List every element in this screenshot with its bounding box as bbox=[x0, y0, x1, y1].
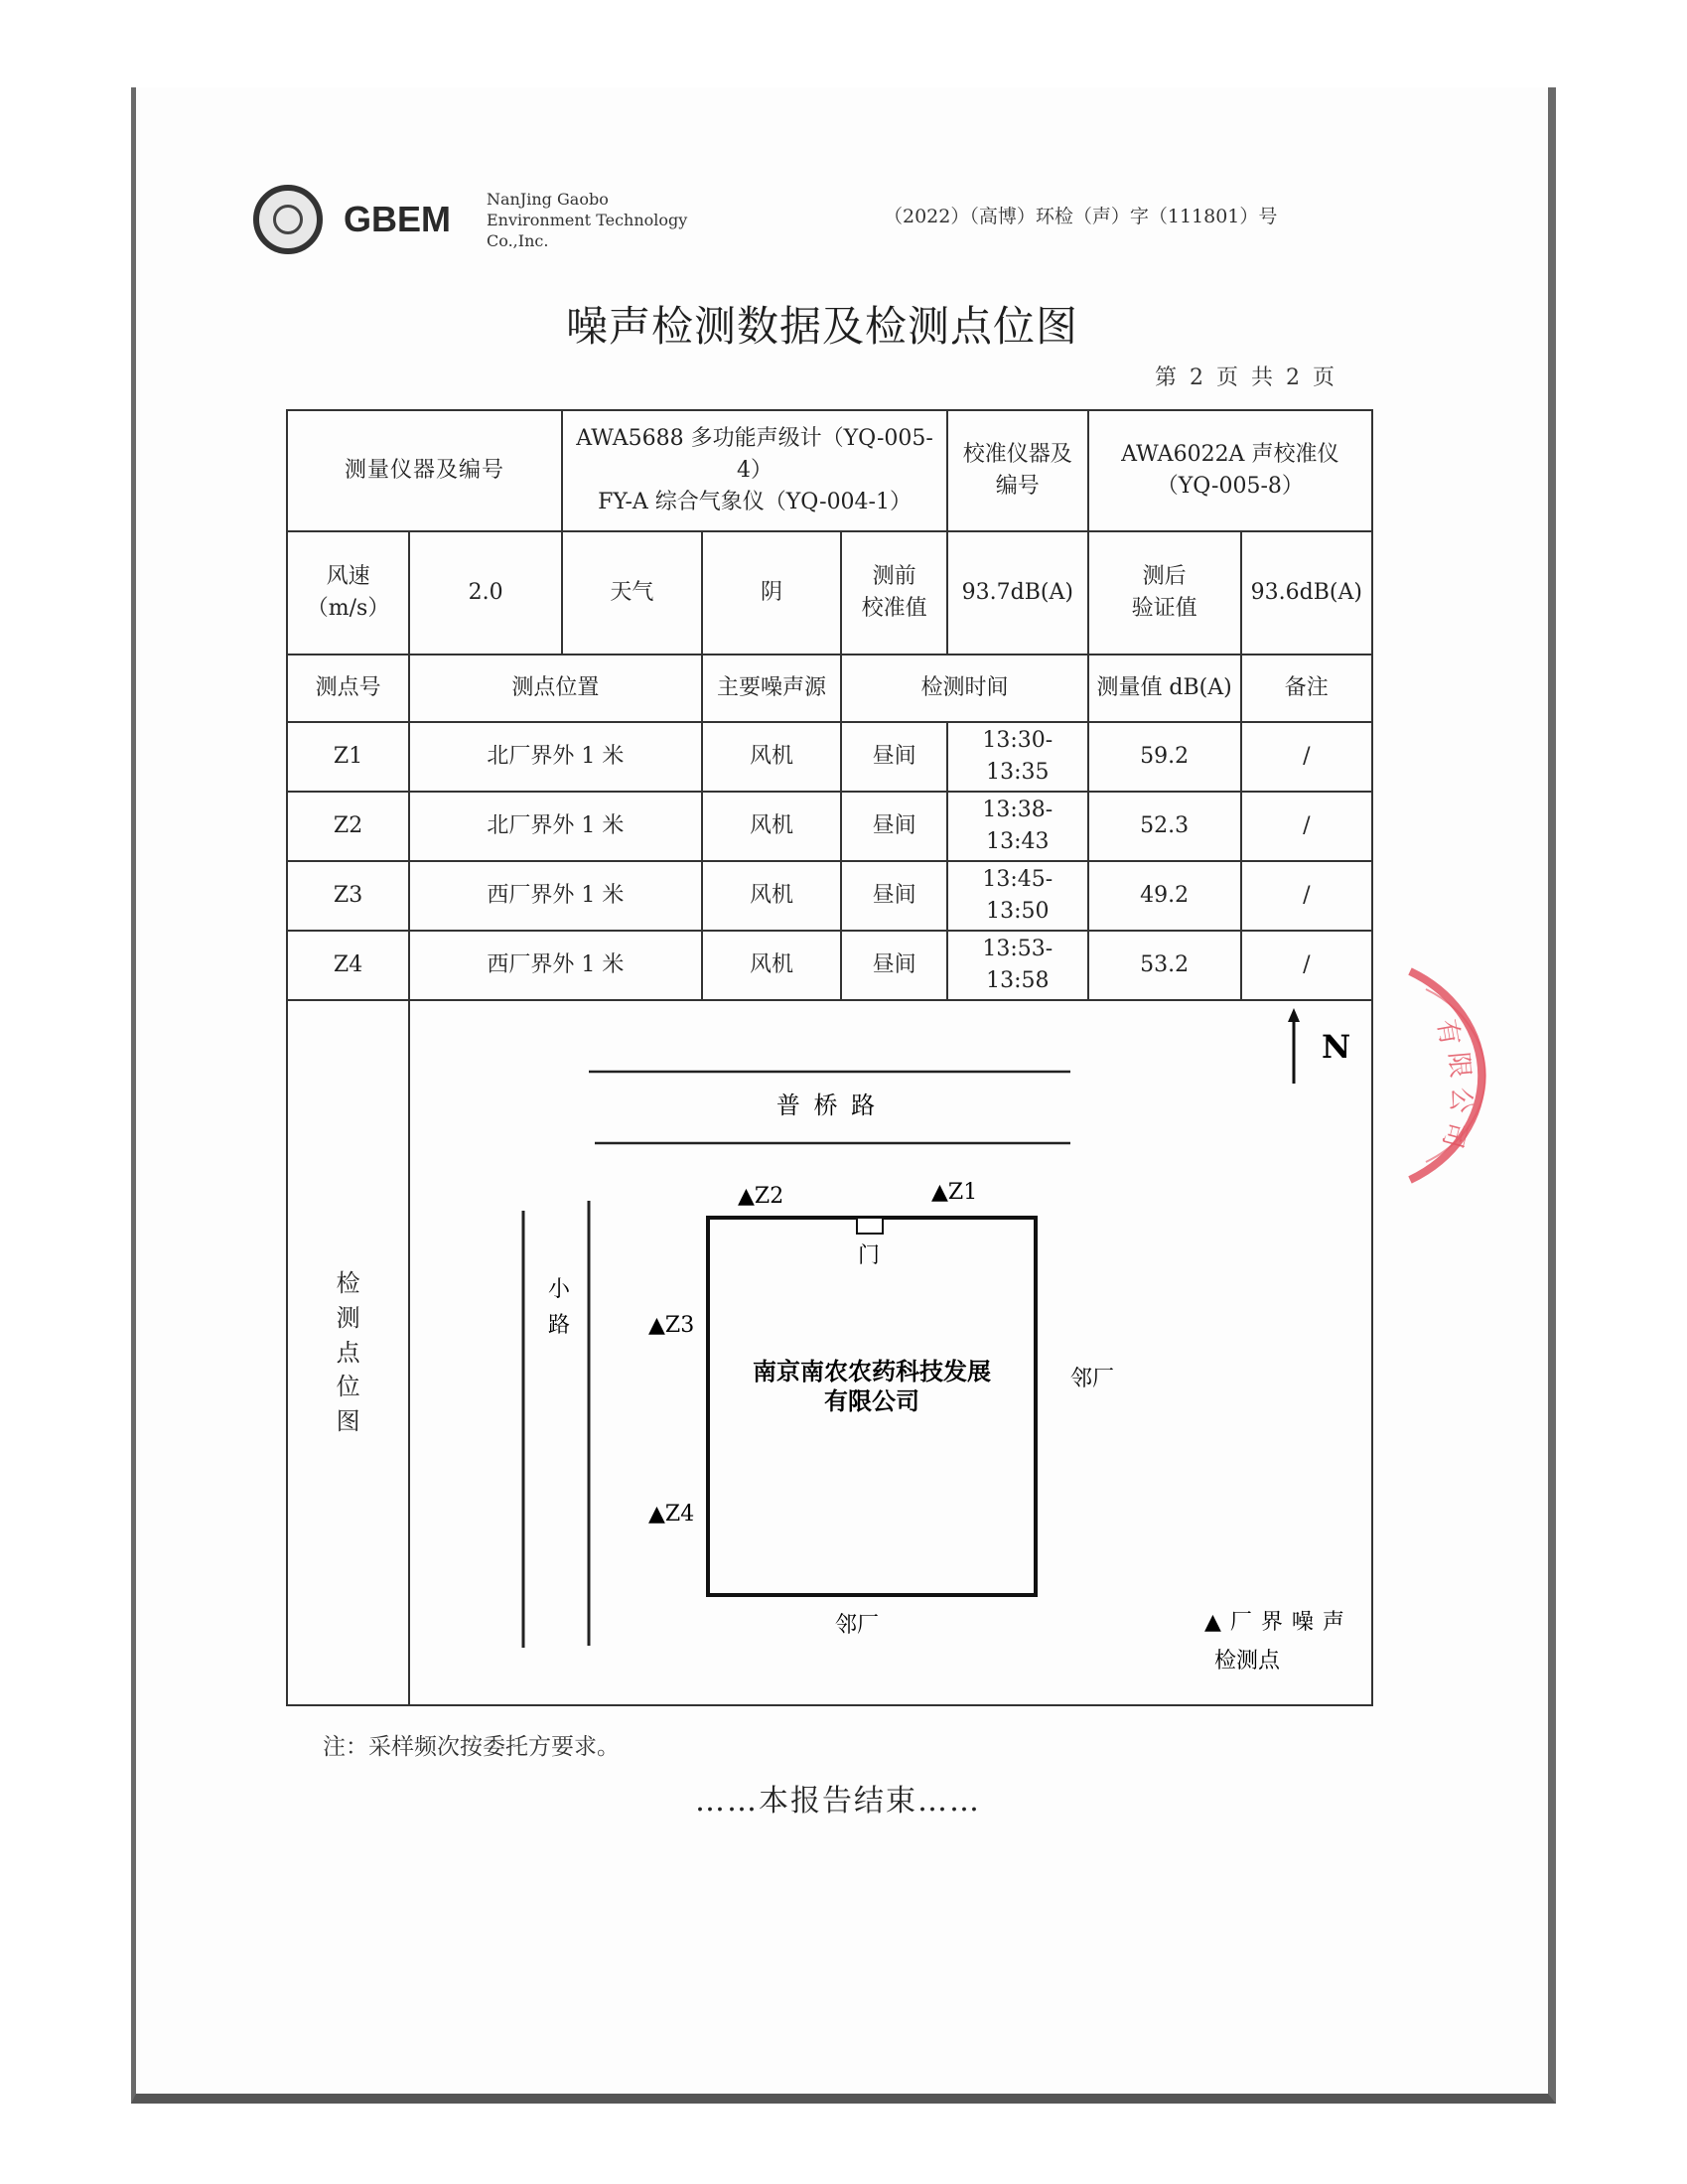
report-number: （2022）（高博）环检（声）字（111801）号 bbox=[884, 206, 1278, 227]
official-seal-stamp bbox=[1390, 961, 1569, 1190]
header-value: 测量值 dB(A) bbox=[1088, 655, 1241, 722]
table-row: Z2 北厂界外 1 米 风机 昼间 13:38-13:43 52.3 / bbox=[287, 792, 1372, 861]
report-end: ……本报告结束…… bbox=[695, 1784, 981, 1819]
post-verification-label: 测后 验证值 bbox=[1088, 531, 1241, 655]
point-marker-z2: ▲Z2 bbox=[738, 1184, 784, 1209]
svg-text:限: 限 bbox=[1443, 1050, 1476, 1080]
weather-label: 天气 bbox=[562, 531, 702, 655]
header-time: 检测时间 bbox=[841, 655, 1087, 722]
north-label: N bbox=[1322, 1028, 1351, 1066]
legend-line2: 检测点 bbox=[1214, 1649, 1281, 1674]
wind-speed-label: 风速 （m/s） bbox=[287, 531, 409, 655]
company-name-line1: 南京南农农药科技发展 bbox=[753, 1357, 992, 1385]
pre-calibration-label: 测前 校准值 bbox=[841, 531, 947, 655]
wind-speed-value: 2.0 bbox=[409, 531, 562, 655]
table-row: Z1 北厂界外 1 米 风机 昼间 13:30-13:35 59.2 / bbox=[287, 722, 1372, 792]
weather-value: 阴 bbox=[702, 531, 842, 655]
company-name-en: NanJing Gaobo Environment Technology Co.,Inc. bbox=[487, 190, 688, 250]
legend-line1: ▲ 厂 界 噪 声 bbox=[1204, 1610, 1346, 1635]
header-note: 备注 bbox=[1241, 655, 1372, 722]
noise-data-table bbox=[286, 409, 1373, 1706]
road-label-top: 普 桥 路 bbox=[776, 1092, 879, 1119]
table-row: Z4 西厂界外 1 米 风机 昼间 13:53-13:58 53.2 / bbox=[287, 931, 1372, 1000]
site-diagram bbox=[410, 1002, 1373, 1703]
page-info: 第 2 页 共 2 页 bbox=[1155, 365, 1337, 390]
company-name-line2: 有限公司 bbox=[824, 1386, 920, 1415]
instrument-value: AWA5688 多功能声级计（YQ-005-4） FY-A 综合气象仪（YQ-004-1） bbox=[562, 410, 947, 531]
calibration-label: 校准仪器及 编号 bbox=[947, 410, 1088, 531]
svg-text:司: 司 bbox=[1436, 1118, 1473, 1152]
diagram-label: 检 测 点 位 图 bbox=[287, 1000, 409, 1705]
calibration-value: AWA6022A 声校准仪 （YQ-005-8） bbox=[1088, 410, 1372, 531]
table-row: Z3 西厂界外 1 米 风机 昼间 13:45-13:50 49.2 / bbox=[287, 861, 1372, 931]
side-road-label: 小 bbox=[548, 1277, 571, 1302]
neighbor-factory-bottom: 邻厂 bbox=[835, 1613, 880, 1638]
header-location: 测点位置 bbox=[409, 655, 702, 722]
point-marker-z4: ▲Z4 bbox=[648, 1502, 695, 1527]
gate-icon bbox=[857, 1218, 883, 1234]
header-source: 主要噪声源 bbox=[702, 655, 842, 722]
instrument-label: 测量仪器及编号 bbox=[287, 410, 562, 531]
neighbor-factory-right: 邻厂 bbox=[1070, 1367, 1115, 1391]
site-diagram-cell bbox=[409, 1000, 1372, 1705]
north-arrowhead-icon bbox=[1288, 1008, 1300, 1022]
pre-calibration-value: 93.7dB(A) bbox=[947, 531, 1088, 655]
header-point: 测点号 bbox=[287, 655, 409, 722]
post-verification-value: 93.6dB(A) bbox=[1241, 531, 1372, 655]
page-title: 噪声检测数据及检测点位图 bbox=[566, 302, 1079, 351]
footer-note: 注：采样频次按委托方要求。 bbox=[323, 1734, 620, 1760]
point-marker-z1: ▲Z1 bbox=[931, 1180, 978, 1205]
logo-text: GBEM bbox=[344, 199, 451, 239]
company-logo-icon bbox=[253, 185, 323, 254]
svg-text:有: 有 bbox=[1431, 1017, 1466, 1048]
gate-label: 门 bbox=[858, 1243, 881, 1268]
svg-text:公: 公 bbox=[1444, 1086, 1476, 1114]
point-marker-z3: ▲Z3 bbox=[648, 1313, 695, 1338]
svg-text:路: 路 bbox=[548, 1313, 571, 1338]
